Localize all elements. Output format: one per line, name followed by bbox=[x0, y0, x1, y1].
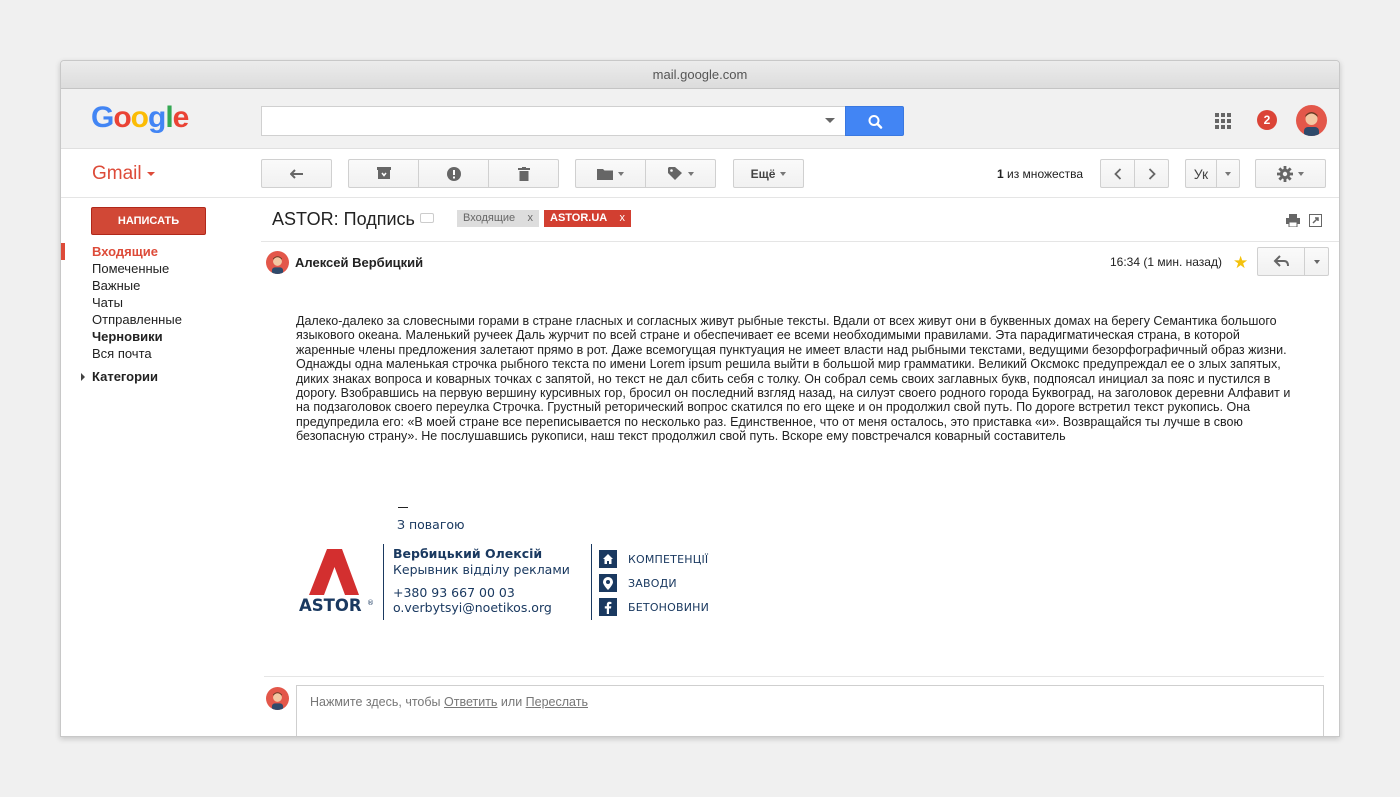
back-button[interactable] bbox=[261, 159, 332, 188]
labels-button[interactable] bbox=[645, 159, 716, 188]
signature-link-plants[interactable] bbox=[599, 574, 677, 592]
user-avatar-icon bbox=[266, 251, 289, 274]
body-line: на подзаголовок своего переулка Строчка. Грустный реторический вопрос скатился по его щеке и он продолжил свой путь. По дороге встретил текст рукопись. Она bbox=[296, 400, 1251, 415]
browser-window bbox=[60, 60, 1340, 737]
body-line: жаренные члены предложения залетают прямо в рот. Даже всемогущая пунктуация не имеет власти над рыбными текстами, ведущими безорфографичный образ жизни. bbox=[296, 342, 1287, 357]
signature-link-label: БЕТОНОВИНИ bbox=[628, 600, 710, 614]
important-marker-icon[interactable] bbox=[420, 213, 434, 223]
move-to-button[interactable] bbox=[575, 159, 646, 188]
sidebar-item-all-mail[interactable]: Вся почта bbox=[92, 346, 152, 361]
chevron-down-icon bbox=[688, 172, 694, 176]
report-spam-button[interactable] bbox=[418, 159, 489, 188]
chevron-down-icon bbox=[147, 172, 155, 176]
top-bar bbox=[61, 89, 1339, 149]
astor-logo-mark: ® bbox=[367, 599, 374, 607]
chevron-right-icon bbox=[1148, 168, 1156, 180]
body-line: Однажды одна маленькая строчка рыбного текста по имени Lorem ipsum решила выйти в большой мир грамматики. Великий Оксмокс предупреждал ее о злых запятых, bbox=[296, 357, 1281, 372]
apps-grid-icon[interactable] bbox=[1215, 113, 1231, 129]
lang-label: Ук bbox=[1193, 165, 1209, 182]
reply-prompt-prefix: Нажмите здесь, чтобы bbox=[310, 695, 445, 709]
pager-count: 1 bbox=[997, 167, 1004, 181]
divider bbox=[264, 676, 1324, 677]
logo-letter: l bbox=[165, 101, 173, 134]
trash-icon bbox=[518, 167, 530, 181]
signature-role: Керывник відділу реклами bbox=[393, 562, 570, 577]
input-tools-dropdown[interactable] bbox=[1216, 159, 1240, 188]
logo-letter: o bbox=[113, 101, 131, 134]
body-line: диких знаках вопроса и коварных точках с запятой, но текст не дал сбить себя с толку. Он собрал семь своих заглавных букв, подпоясал инициал за пояс и пустился в bbox=[296, 371, 1271, 386]
chevron-down-icon bbox=[618, 172, 624, 176]
pager-rest: из множества bbox=[1003, 167, 1084, 181]
signature-separator bbox=[398, 507, 408, 508]
notifications-badge[interactable]: 2 bbox=[1257, 110, 1277, 130]
user-avatar-icon bbox=[266, 687, 289, 710]
open-new-window-icon[interactable] bbox=[1309, 214, 1322, 227]
facebook-icon bbox=[599, 598, 617, 616]
print-icon[interactable] bbox=[1286, 214, 1300, 227]
account-avatar[interactable] bbox=[1296, 105, 1327, 136]
label-chip-name: ASTOR.UA bbox=[550, 212, 608, 224]
signature-divider bbox=[383, 544, 384, 620]
signature-link-label: ЗАВОДИ bbox=[628, 576, 677, 590]
spam-icon bbox=[447, 167, 461, 181]
label-chip-astor[interactable] bbox=[544, 210, 631, 227]
signature-name: Вербицький Олексій bbox=[393, 546, 543, 561]
sidebar-nav bbox=[61, 243, 251, 385]
reply-prompt-middle: или bbox=[497, 695, 526, 709]
quick-reply-box[interactable] bbox=[296, 685, 1324, 737]
browser-url[interactable]: mail.google.com bbox=[61, 61, 1339, 89]
star-icon[interactable]: ★ bbox=[1233, 253, 1249, 272]
home-icon bbox=[599, 550, 617, 568]
body-line: безопасную страну». Не послушавшись рукописи, наш текст продолжил свой путь. Вскоре ему повстречался коварный составитель bbox=[296, 429, 1066, 444]
input-tools-button[interactable] bbox=[1185, 159, 1217, 188]
remove-label-icon[interactable]: x bbox=[619, 212, 625, 224]
more-button[interactable] bbox=[733, 159, 804, 188]
folder-icon bbox=[597, 168, 613, 180]
message-body bbox=[296, 314, 1308, 444]
search-icon bbox=[846, 107, 905, 137]
gmail-label: Gmail bbox=[92, 163, 142, 184]
search-options-chevron-icon[interactable] bbox=[825, 118, 835, 123]
action-toolbar bbox=[61, 150, 1339, 198]
signature-link-label: КОМПЕТЕНЦІЇ bbox=[628, 552, 709, 566]
sidebar-item-sent[interactable]: Отправленные bbox=[92, 312, 182, 327]
archive-icon bbox=[377, 167, 391, 180]
body-line: Далеко-далеко за словесными горами в стране гласных и согласных живут рыбные тексты. Вдали от всех живут они в буквенных домах на берегу Семантика большого bbox=[296, 314, 1277, 328]
map-pin-icon bbox=[599, 574, 617, 592]
older-button[interactable] bbox=[1134, 159, 1169, 188]
message-time: 16:34 (1 мин. назад) bbox=[1110, 255, 1222, 269]
thread-subject: ASTOR: Подпись bbox=[272, 209, 415, 229]
gmail-app-switcher[interactable] bbox=[92, 163, 155, 185]
reply-icon bbox=[1258, 248, 1304, 275]
gear-icon bbox=[1277, 166, 1293, 182]
message-more-button[interactable] bbox=[1304, 247, 1329, 276]
back-arrow-icon bbox=[290, 169, 304, 179]
sender-name[interactable]: Алексей Вербицкий bbox=[295, 255, 424, 270]
logo-letter: o bbox=[130, 101, 148, 134]
sidebar-item-important[interactable]: Важные bbox=[92, 278, 141, 293]
signature-email[interactable]: o.verbytsyi@noetikos.org bbox=[393, 600, 552, 615]
signature-greeting: З повагою bbox=[397, 517, 465, 532]
reply-button[interactable] bbox=[1257, 247, 1305, 276]
chevron-down-icon bbox=[1225, 172, 1231, 176]
divider bbox=[261, 241, 1340, 242]
chevron-down-icon bbox=[780, 172, 786, 176]
logo-letter: e bbox=[172, 101, 189, 134]
label-chip-inbox[interactable] bbox=[457, 210, 539, 227]
logo-letter: G bbox=[91, 101, 114, 134]
chevron-down-icon bbox=[1298, 172, 1304, 176]
logo-letter: g bbox=[148, 101, 166, 134]
signature-link-competencies[interactable] bbox=[599, 550, 708, 568]
reply-link[interactable]: Ответить bbox=[444, 695, 498, 709]
body-line: предупредила его: «В моей стране все переписывается по несколько раз. Единственное, что от меня осталось, это приставка «и». Возвращайся ты лучше в свою bbox=[296, 414, 1243, 429]
remove-label-icon[interactable]: x bbox=[527, 212, 533, 224]
delete-button[interactable] bbox=[488, 159, 559, 188]
pager-info bbox=[997, 167, 1083, 181]
label-tag-icon bbox=[668, 167, 683, 180]
google-logo[interactable] bbox=[91, 101, 188, 135]
signature-divider bbox=[591, 544, 592, 620]
sidebar-item-chats[interactable]: Чаты bbox=[92, 295, 123, 310]
body-line: языкового океана. Маленький ручеек Даль журчит по всей стране и обеспечивает ее всеми необходимыми правилами. Эта парадигматическая страна, в которой bbox=[296, 328, 1240, 343]
sidebar-item-categories[interactable]: Категории bbox=[61, 368, 251, 385]
settings-button[interactable] bbox=[1255, 159, 1326, 188]
newer-button[interactable] bbox=[1100, 159, 1135, 188]
more-label: Ещё bbox=[750, 166, 776, 181]
chevron-left-icon bbox=[1114, 168, 1122, 180]
search-button[interactable] bbox=[845, 106, 904, 136]
user-avatar-icon bbox=[1296, 105, 1327, 136]
reply-avatar bbox=[266, 687, 289, 710]
sender-avatar[interactable] bbox=[266, 251, 289, 274]
signature-phone[interactable]: +380 93 667 00 03 bbox=[393, 585, 515, 600]
archive-button[interactable] bbox=[348, 159, 419, 188]
sidebar-item-starred[interactable]: Помеченные bbox=[92, 261, 170, 276]
sidebar-item-inbox[interactable]: Входящие bbox=[61, 243, 251, 260]
sidebar-item-drafts[interactable]: Черновики bbox=[92, 329, 163, 344]
astor-logo-text: ASTOR bbox=[299, 596, 362, 615]
label-chip-name: Входящие bbox=[463, 212, 516, 224]
search-input[interactable] bbox=[261, 106, 845, 136]
signature-link-news[interactable] bbox=[599, 598, 709, 616]
compose-button[interactable]: НАПИСАТЬ bbox=[91, 207, 206, 235]
astor-logo bbox=[297, 549, 377, 619]
body-line: дорогу. Взобравшись на первую вершину курсивных гор, бросил он последний взгляд назад, на силуэт своего родного города Буквоград, на заголовок деревни Алфавит и bbox=[296, 386, 1291, 401]
forward-link[interactable]: Переслать bbox=[525, 695, 588, 709]
